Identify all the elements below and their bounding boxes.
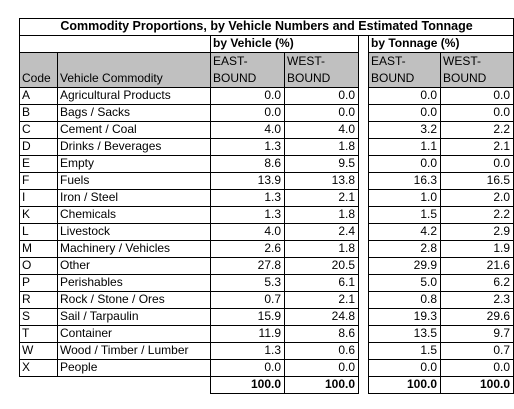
row-commodity: Chemicals xyxy=(60,207,117,221)
row-vehicle-westbound: 13.8 xyxy=(331,173,355,187)
row-commodity: Empty xyxy=(60,156,95,170)
row-vehicle-eastbound: 4.0 xyxy=(264,122,281,136)
row-code: O xyxy=(22,258,32,272)
row-tonnage-eastbound: 0.0 xyxy=(420,156,437,170)
row-code: W xyxy=(22,343,34,357)
row-commodity: Sail / Tarpaulin xyxy=(60,309,139,323)
row-vehicle-westbound: 24.8 xyxy=(331,309,355,323)
row-code: X xyxy=(22,360,31,374)
row-commodity: Drinks / Beverages xyxy=(60,139,162,153)
row-tonnage-westbound: 2.0 xyxy=(493,190,510,204)
row-tonnage-westbound: 0.0 xyxy=(493,105,510,119)
row-vehicle-eastbound: 5.3 xyxy=(264,275,281,289)
row-code: M xyxy=(22,241,32,255)
row-code: L xyxy=(22,224,29,238)
row-tonnage-eastbound: 13.5 xyxy=(413,326,437,340)
row-tonnage-westbound: 0.7 xyxy=(493,343,510,357)
row-vehicle-eastbound: 0.7 xyxy=(264,292,281,306)
row-tonnage-westbound: 2.9 xyxy=(493,224,510,238)
row-tonnage-eastbound: 3.2 xyxy=(420,122,437,136)
row-tonnage-eastbound: 0.8 xyxy=(420,292,437,306)
row-tonnage-eastbound: 16.3 xyxy=(413,173,437,187)
row-code: R xyxy=(22,292,31,306)
row-tonnage-westbound: 2.3 xyxy=(493,292,510,306)
row-tonnage-westbound: 9.7 xyxy=(493,326,510,340)
row-tonnage-eastbound: 0.0 xyxy=(420,88,437,102)
row-vehicle-westbound: 20.5 xyxy=(331,258,355,272)
group-header-vehicle: by Vehicle (%) xyxy=(213,36,294,50)
header-vehicle-westbound-line: WEST- xyxy=(287,54,325,68)
row-vehicle-eastbound: 8.6 xyxy=(264,156,281,170)
row-tonnage-eastbound: 4.2 xyxy=(420,224,437,238)
row-vehicle-westbound: 0.6 xyxy=(338,343,355,357)
row-commodity: Other xyxy=(60,258,91,272)
header-tonnage-westbound xyxy=(441,53,513,87)
row-tonnage-westbound: 21.6 xyxy=(486,258,510,272)
row-commodity: Fuels xyxy=(60,173,90,187)
row-code: S xyxy=(22,309,31,323)
row-vehicle-eastbound: 15.9 xyxy=(257,309,281,323)
row-code: K xyxy=(22,207,31,221)
row-commodity: Bags / Sacks xyxy=(60,105,131,119)
row-vehicle-westbound: 4.0 xyxy=(338,122,355,136)
row-vehicle-eastbound: 4.0 xyxy=(264,224,281,238)
header-vehicle-eastbound-line: EAST- xyxy=(213,54,248,68)
row-vehicle-westbound: 1.8 xyxy=(338,207,355,221)
header-tonnage-westbound-line: WEST- xyxy=(443,54,481,68)
row-vehicle-westbound: 1.8 xyxy=(338,139,355,153)
total-tonnage-westbound: 100.0 xyxy=(479,377,510,391)
row-tonnage-westbound: 2.2 xyxy=(493,122,510,136)
row-vehicle-westbound: 2.1 xyxy=(338,190,355,204)
row-vehicle-westbound: 9.5 xyxy=(338,156,355,170)
total-vehicle-westbound: 100.0 xyxy=(324,377,355,391)
row-tonnage-eastbound: 0.0 xyxy=(420,360,437,374)
row-tonnage-westbound: 6.2 xyxy=(493,275,510,289)
row-tonnage-eastbound: 19.3 xyxy=(413,309,437,323)
row-vehicle-westbound: 0.0 xyxy=(338,88,355,102)
table-title: Commodity Proportions, by Vehicle Numbers and Estimated Tonnage xyxy=(20,19,513,35)
row-tonnage-eastbound: 29.9 xyxy=(413,258,437,272)
row-tonnage-eastbound: 5.0 xyxy=(420,275,437,289)
row-commodity: Livestock xyxy=(60,224,111,238)
row-code: B xyxy=(22,105,31,119)
row-vehicle-westbound: 2.1 xyxy=(338,292,355,306)
row-vehicle-westbound: 6.1 xyxy=(338,275,355,289)
row-tonnage-eastbound: 0.0 xyxy=(420,105,437,119)
header-code: Code xyxy=(20,53,57,87)
header-vehicle-westbound-line: BOUND xyxy=(287,71,331,85)
row-vehicle-eastbound: 11.9 xyxy=(258,326,281,340)
header-tonnage-westbound-line: BOUND xyxy=(443,71,487,85)
row-tonnage-eastbound: 1.5 xyxy=(420,343,437,357)
row-commodity: Perishables xyxy=(60,275,123,289)
row-tonnage-eastbound: 1.1 xyxy=(420,139,437,153)
row-tonnage-westbound: 2.2 xyxy=(493,207,510,221)
total-vehicle-eastbound: 100.0 xyxy=(250,377,281,391)
row-code: D xyxy=(22,139,31,153)
row-tonnage-westbound: 0.0 xyxy=(493,156,510,170)
row-tonnage-eastbound: 2.8 xyxy=(420,241,437,255)
header-vehicle-eastbound xyxy=(211,53,284,87)
row-code: A xyxy=(22,88,31,102)
row-commodity: Cement / Coal xyxy=(60,122,137,136)
header-tonnage-eastbound-line: BOUND xyxy=(371,71,415,85)
header-tonnage-eastbound-line: EAST- xyxy=(371,54,406,68)
row-vehicle-eastbound: 1.3 xyxy=(264,190,281,204)
row-vehicle-eastbound: 1.3 xyxy=(264,343,281,357)
row-vehicle-eastbound: 0.0 xyxy=(264,105,281,119)
row-code: I xyxy=(22,190,26,204)
row-commodity: Machinery / Vehicles xyxy=(60,241,171,255)
row-commodity: Rock / Stone / Ores xyxy=(60,292,165,306)
row-vehicle-westbound: 0.0 xyxy=(338,360,355,374)
header-tonnage-eastbound xyxy=(369,53,440,87)
row-commodity: People xyxy=(60,360,98,374)
row-vehicle-westbound: 8.6 xyxy=(338,326,355,340)
row-tonnage-westbound: 16.5 xyxy=(486,173,510,187)
row-tonnage-westbound: 29.6 xyxy=(486,309,510,323)
row-vehicle-eastbound: 0.0 xyxy=(264,360,281,374)
row-code: F xyxy=(22,173,30,187)
row-code: P xyxy=(22,275,31,289)
row-vehicle-eastbound: 0.0 xyxy=(264,88,281,102)
row-vehicle-eastbound: 2.6 xyxy=(264,241,281,255)
header-vehicle-westbound xyxy=(285,53,358,87)
row-commodity: Iron / Steel xyxy=(60,190,119,204)
row-commodity: Wood / Timber / Lumber xyxy=(60,343,189,357)
row-vehicle-eastbound: 13.9 xyxy=(257,173,281,187)
total-tonnage-eastbound: 100.0 xyxy=(406,377,437,391)
row-vehicle-westbound: 1.8 xyxy=(338,241,355,255)
row-commodity: Agricultural Products xyxy=(60,88,171,102)
row-tonnage-westbound: 1.9 xyxy=(493,241,510,255)
row-tonnage-eastbound: 1.0 xyxy=(420,190,437,204)
row-vehicle-westbound: 2.4 xyxy=(338,224,355,238)
row-tonnage-westbound: 2.1 xyxy=(493,139,510,153)
row-tonnage-westbound: 0.0 xyxy=(493,88,510,102)
row-vehicle-westbound: 0.0 xyxy=(338,105,355,119)
row-vehicle-eastbound: 1.3 xyxy=(264,139,281,153)
header-commodity: Vehicle Commodity xyxy=(58,53,210,87)
row-vehicle-eastbound: 27.8 xyxy=(257,258,281,272)
group-header-tonnage: by Tonnage (%) xyxy=(371,36,460,50)
header-vehicle-eastbound-line: BOUND xyxy=(213,71,257,85)
row-tonnage-westbound: 0.0 xyxy=(493,360,510,374)
row-tonnage-eastbound: 1.5 xyxy=(420,207,437,221)
row-commodity: Container xyxy=(60,326,113,340)
row-vehicle-eastbound: 1.3 xyxy=(264,207,281,221)
row-code: E xyxy=(22,156,31,170)
row-code: C xyxy=(22,122,31,136)
row-code: T xyxy=(22,326,30,340)
